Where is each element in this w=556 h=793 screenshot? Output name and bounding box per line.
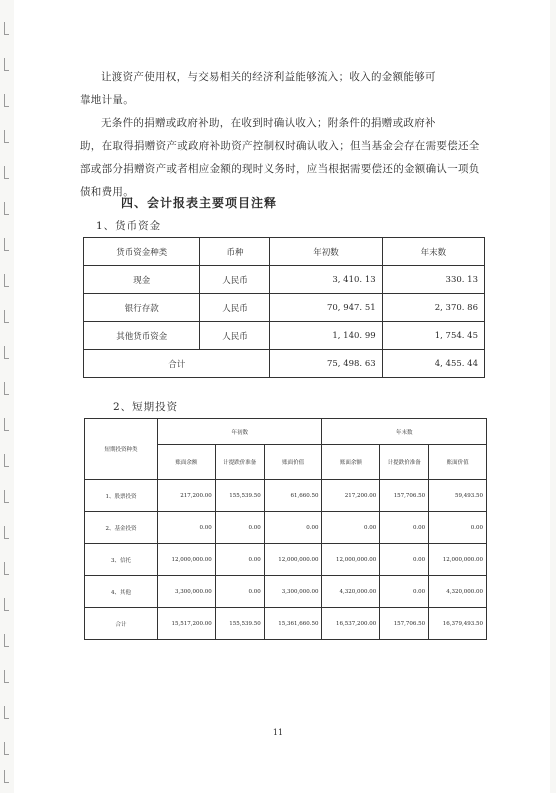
table-cell: 4,320,000.00 — [429, 576, 487, 608]
column-group-header: 年末数 — [322, 419, 487, 445]
binding-mark — [4, 562, 9, 575]
table-cell: 0.00 — [380, 576, 429, 608]
cash-table — [83, 237, 485, 378]
table-row — [84, 322, 485, 350]
table-cell: 16,379,493.50 — [429, 608, 487, 640]
table-cell: 16,537,200.00 — [322, 608, 380, 640]
table-cell: 12,000,000.00 — [158, 544, 216, 576]
column-header: 计提跌价准备 — [215, 445, 264, 480]
binding-mark — [4, 706, 9, 719]
cell-begin: 3, 410. 13 — [270, 266, 382, 294]
text-line: 让渡资产使用权，与交易相关的经济利益能够流入；收入的金额能够可 — [101, 71, 436, 83]
table-cell: 12,000,000.00 — [322, 544, 380, 576]
table-cell: 0.00 — [380, 512, 429, 544]
binding-mark — [4, 346, 9, 359]
binding-mark — [4, 310, 9, 323]
table-cell: 217,200.00 — [158, 480, 216, 512]
column-header: 短期投资种类 — [85, 419, 158, 480]
table2-title: 2、短期投资 — [113, 401, 179, 413]
table-cell: 157,706.50 — [380, 480, 429, 512]
table-row — [85, 512, 487, 544]
cell-end: 2, 370. 86 — [382, 294, 484, 322]
binding-mark — [4, 166, 9, 179]
table-cell: 0.00 — [429, 512, 487, 544]
cell-end: 1, 754. 45 — [382, 322, 484, 350]
binding-margin — [0, 0, 14, 793]
table1-title: 1、货币资金 — [96, 220, 162, 232]
text-line: 靠地计量。 — [80, 94, 134, 106]
binding-mark — [4, 598, 9, 611]
table-cell: 0.00 — [215, 512, 264, 544]
binding-mark — [4, 490, 9, 503]
row-label: 4、其他 — [85, 576, 158, 608]
binding-mark — [4, 454, 9, 467]
column-header: 账面余额 — [158, 445, 216, 480]
table-row — [85, 544, 487, 576]
table-header-row — [84, 238, 485, 266]
cell-begin: 70, 947. 51 — [270, 294, 382, 322]
binding-mark — [4, 382, 9, 395]
text-line: 助，在取得捐赠资产或政府补助资产控制权时确认收入；但当基金会存在需要偿还全部或部分捐赠资产或者相应金额的现时义务时，应当根据需要偿还的金额确认一项负债和费用。 — [80, 140, 480, 198]
column-header: 年初数 — [270, 238, 382, 266]
table-cell: 155,539.50 — [215, 608, 264, 640]
table-cell: 0.00 — [264, 512, 322, 544]
binding-mark — [4, 526, 9, 539]
cell-currency: 人民币 — [200, 322, 270, 350]
table-cell: 12,000,000.00 — [264, 544, 322, 576]
binding-mark — [4, 22, 9, 35]
revenue-paragraph-2 — [80, 112, 480, 204]
table-cell: 0.00 — [158, 512, 216, 544]
table-row — [85, 576, 487, 608]
binding-mark — [4, 770, 9, 783]
column-header: 币种 — [200, 238, 270, 266]
table-cell: 59,493.50 — [429, 480, 487, 512]
binding-mark — [4, 274, 9, 287]
column-header: 货币资金种类 — [84, 238, 200, 266]
table-cell: 0.00 — [215, 544, 264, 576]
table-cell: 4,320,000.00 — [322, 576, 380, 608]
section-title: 四、会计报表主要项目注释 — [121, 196, 278, 210]
row-label: 合计 — [85, 608, 158, 640]
row-label: 现金 — [84, 266, 200, 294]
cell-currency: 人民币 — [200, 266, 270, 294]
table-cell: 12,000,000.00 — [429, 544, 487, 576]
table-cell: 155,539.50 — [215, 480, 264, 512]
table-cell: 0.00 — [322, 512, 380, 544]
binding-mark — [4, 634, 9, 647]
binding-mark — [4, 94, 9, 107]
binding-mark — [4, 742, 9, 755]
table-row — [84, 294, 485, 322]
cell-currency: 人民币 — [200, 294, 270, 322]
table-cell: 61,660.50 — [264, 480, 322, 512]
column-header: 账面余额 — [322, 445, 380, 480]
table-total-row — [85, 608, 487, 640]
table-cell: 15,361,660.50 — [264, 608, 322, 640]
table-cell: 217,200.00 — [322, 480, 380, 512]
binding-mark — [4, 238, 9, 251]
binding-mark — [4, 58, 9, 71]
row-label: 3、信托 — [85, 544, 158, 576]
table-cell: 0.00 — [380, 544, 429, 576]
column-header: 年末数 — [382, 238, 484, 266]
revenue-paragraph-1 — [80, 66, 480, 112]
table-cell: 0.00 — [215, 576, 264, 608]
table-header-row — [85, 419, 487, 445]
table-cell: 157,706.50 — [380, 608, 429, 640]
row-label: 1、股票投资 — [85, 480, 158, 512]
short-term-investment-table — [84, 418, 487, 640]
column-header: 账面价值 — [429, 445, 487, 480]
row-label: 银行存款 — [84, 294, 200, 322]
table-row — [84, 266, 485, 294]
cell-begin: 1, 140. 99 — [270, 322, 382, 350]
column-group-header: 年初数 — [158, 419, 322, 445]
text-line: 无条件的捐赠或政府补助，在收到时确认收入；附条件的捐赠或政府补 — [101, 117, 436, 129]
cell-end: 330. 13 — [382, 266, 484, 294]
table-cell: 3,300,000.00 — [264, 576, 322, 608]
row-label: 合计 — [84, 350, 270, 378]
cell-end: 4, 455. 44 — [382, 350, 484, 378]
row-label: 其他货币资金 — [84, 322, 200, 350]
column-header: 计提跌价准备 — [380, 445, 429, 480]
row-label: 2、基金投资 — [85, 512, 158, 544]
table-row — [85, 480, 487, 512]
binding-mark — [4, 202, 9, 215]
table-total-row — [84, 350, 485, 378]
table-cell: 15,517,200.00 — [158, 608, 216, 640]
table-cell: 3,300,000.00 — [158, 576, 216, 608]
cell-begin: 75, 498. 63 — [270, 350, 382, 378]
column-header: 账面价值 — [264, 445, 322, 480]
page-number: 11 — [272, 728, 284, 737]
binding-mark — [4, 670, 9, 683]
binding-mark — [4, 418, 9, 431]
binding-mark — [4, 130, 9, 143]
